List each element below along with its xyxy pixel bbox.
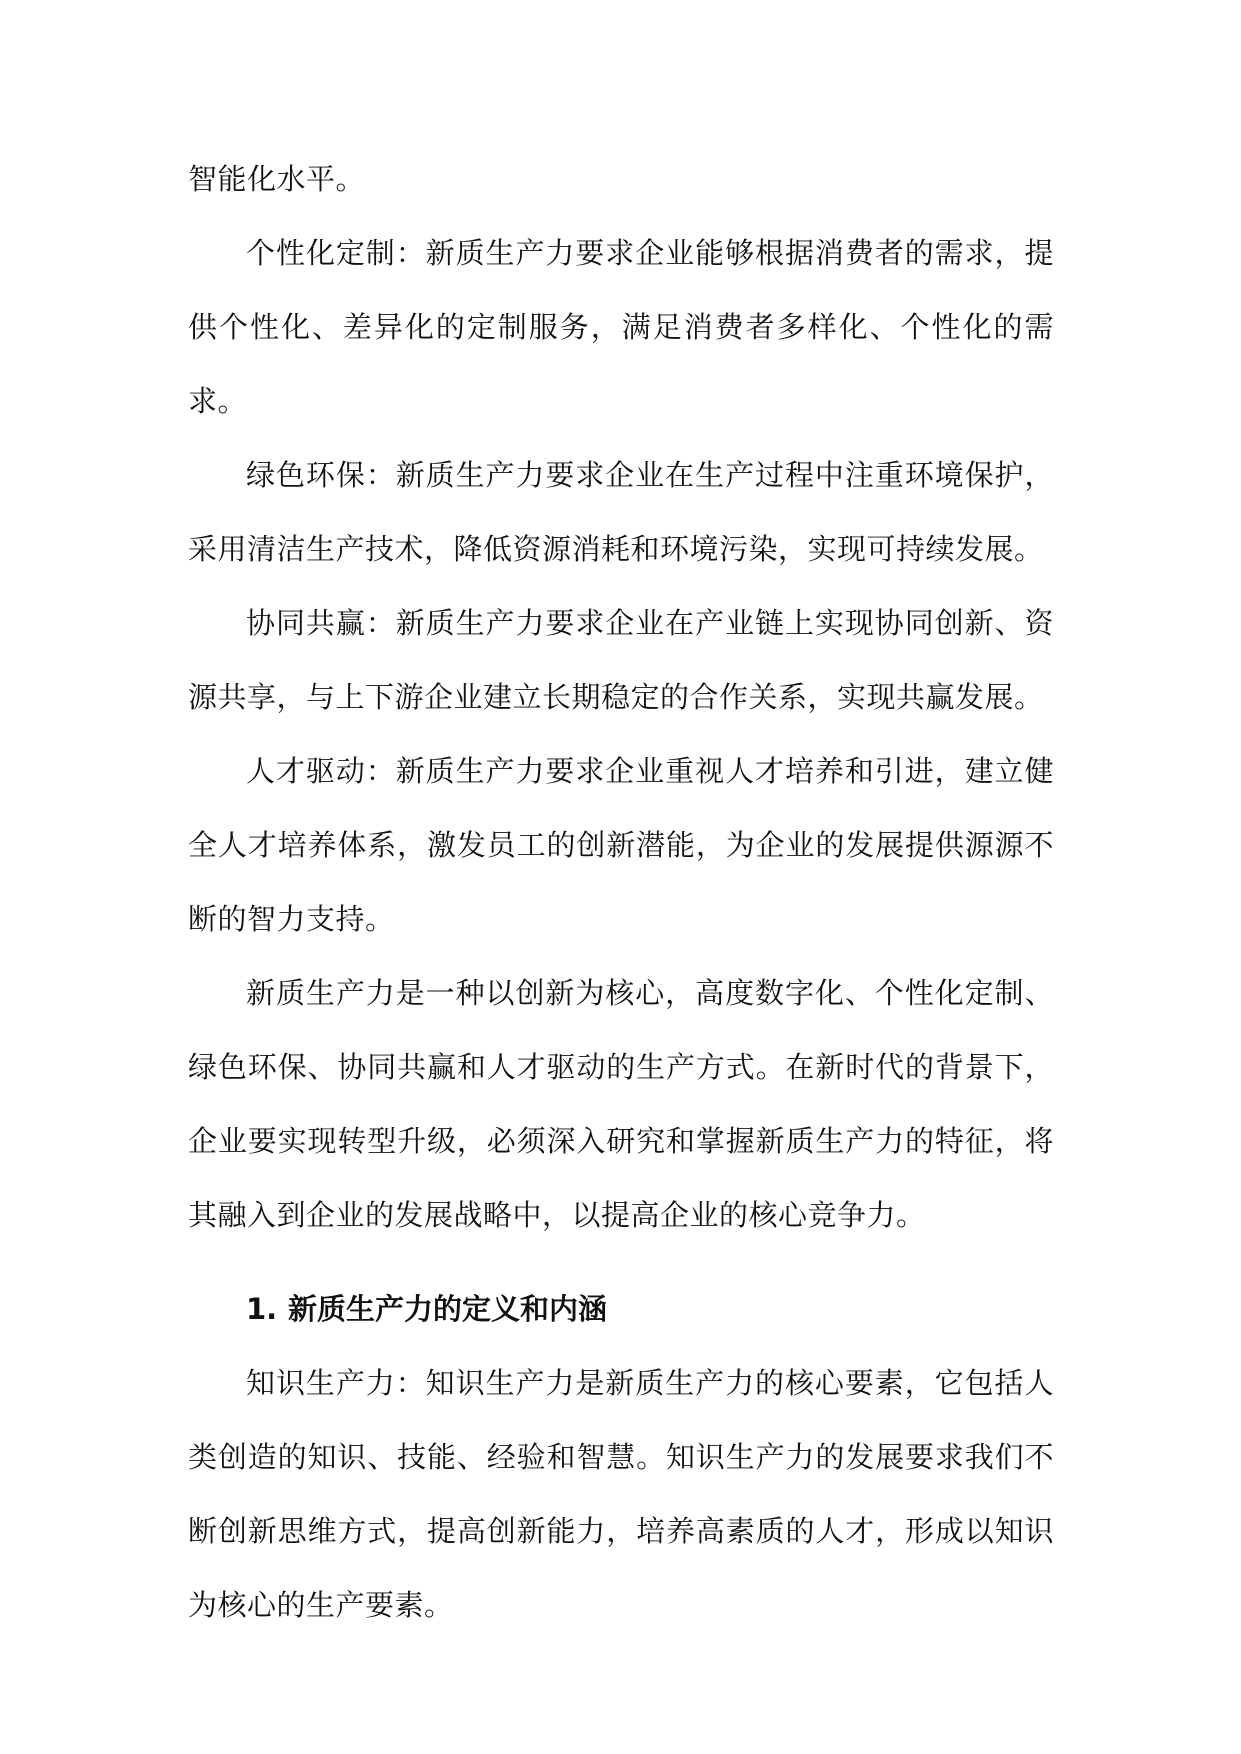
section-title: 新质生产力的定义和内涵 — [288, 1292, 608, 1326]
paragraph-collaborative-win: 协同共赢：新质生产力要求企业在产业链上实现协同创新、资源共享，与上下游企业建立长期稳定的合作关系，实现共赢发展。 — [188, 606, 1054, 714]
paragraph-summary: 新质生产力是一种以创新为核心，高度数字化、个性化定制、绿色环保、协同共赢和人才驱动的生产方式。在新时代的背景下，企业要实现转型升级，必须深入研究和掌握新质生产力的特征，将其融入到企业的发展战略中，以提高企业的核心竞争力。 — [188, 976, 1054, 1232]
paragraph-continuation: 智能化水平。 — [188, 162, 366, 196]
section-heading — [188, 1272, 1054, 1346]
section-number: 1. — [246, 1292, 278, 1326]
paragraph-personalized-customization: 个性化定制：新质生产力要求企业能够根据消费者的需求，提供个性化、差异化的定制服务，满足消费者多样化、个性化的需求。 — [188, 236, 1054, 418]
paragraph-green-environment: 绿色环保：新质生产力要求企业在生产过程中注重环境保护，采用清洁生产技术，降低资源消耗和环境污染，实现可持续发展。 — [188, 458, 1054, 566]
paragraph-knowledge-productivity: 知识生产力：知识生产力是新质生产力的核心要素，它包括人类创造的知识、技能、经验和智慧。知识生产力的发展要求我们不断创新思维方式，提高创新能力，培养高素质的人才，形成以知识为核心的生产要素。 — [188, 1366, 1054, 1622]
document-body — [188, 142, 1054, 1642]
paragraph-talent-driven: 人才驱动：新质生产力要求企业重视人才培养和引进，建立健全人才培养体系，激发员工的创新潜能，为企业的发展提供源源不断的智力支持。 — [188, 754, 1054, 936]
